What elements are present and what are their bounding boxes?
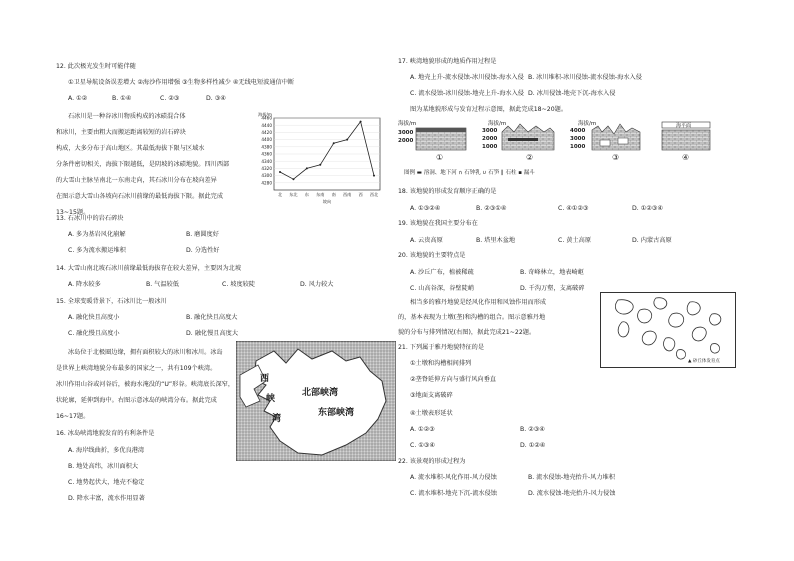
y-tick-label: 4420 (261, 130, 272, 135)
iceland-fjord-map (236, 341, 396, 461)
q14-choice-d: D. 风力较大 (300, 281, 334, 288)
panel-2-number: ② (526, 153, 534, 162)
q13-stem: 13. 石冰川中的岩石碎块 (56, 215, 124, 222)
q17-choice-d: D. 冰川侵蚀-地壳下沉-海水入侵 (528, 90, 616, 97)
x-tick-label: 东北 (289, 192, 298, 197)
q21-statement-1: ①土墩和沟槽相间排列 (410, 360, 472, 367)
data-point (333, 142, 335, 144)
north-fjord-label: 北部峡湾 (302, 388, 339, 398)
panel-2-tick: 2000 (482, 136, 498, 142)
q21-stem: 21. 下列属于雅丹地貌特征的是 (398, 344, 485, 351)
y-tick-label: 4360 (261, 151, 272, 157)
passage-karst: 图为某地貌形成与发育过程示意图，据此完成18~20题。 (410, 106, 568, 113)
panel-3 (570, 119, 640, 162)
q14-stem: 14. 大雪山南北坡石冰川前缘最低海拔存在较大差异，主要因为北坡 (56, 265, 242, 272)
passage4-line: 的，基本表现为土墩(垄)和沟槽的组合。图示意雅丹地 (398, 314, 546, 321)
panel-1-tick: 2000 (398, 138, 414, 144)
panel-3-tick: 3000 (570, 136, 586, 142)
passage1-line: 石冰川是一种谷冰川物质构成的冰碛混合体 (68, 113, 186, 120)
passage1-line: 构成，大多分布于高山地区。其最低海拔下限与区域水 (56, 145, 205, 152)
q16-choice-d: D. 降水丰富，流水作用显著 (68, 495, 145, 502)
q21-statement-2: ②垄脊延伸方向与盛行风向垂直 (410, 376, 496, 383)
q22-choice-a: A. 流水堆积-风化作用-风力侵蚀 (410, 474, 497, 481)
x-tick-label: 南 (331, 192, 336, 197)
q22-choice-b: B. 流水侵蚀-地壳抬升-风力堆积 (528, 474, 615, 481)
q15-choice-c: C. 融化慢且高度小 (68, 330, 120, 337)
altitude-line-chart (248, 110, 388, 206)
x-tick-label: 西 (358, 192, 363, 197)
q21-choice-a: A. ①②③ (410, 426, 435, 433)
passage2-line: 是世界上峡湾地貌分布最多的国家之一，共有109个峡湾。 (56, 365, 217, 372)
q21-statement-3: ③地面支离破碎 (410, 392, 453, 399)
data-point (279, 171, 281, 173)
panel-3-axis-title: 海拔/m (578, 121, 597, 127)
q15-choice-b: B. 融化快且高度大 (186, 314, 238, 321)
q16-choice-c: C. 地势起伏大，地壳不稳定 (68, 479, 145, 486)
west-fjord-label-2: 峡 (266, 394, 276, 404)
panel-3-number: ③ (612, 153, 620, 162)
q16-choice-b: B. 地处高纬，冰川面积大 (68, 463, 139, 470)
q12-choice-a: A. ①② (68, 95, 88, 102)
y-tick-label: 4400 (261, 137, 272, 143)
q16-choice-a: A. 海岸线曲折，多优良港湾 (68, 447, 145, 454)
q20-choice-c: C. 山高谷深，谷壁陡峭 (410, 285, 474, 292)
passage2-line: 状轮廓，延伸到海中。右图示意冰岛的峡湾分布。据此完成 (56, 397, 217, 404)
q18-choice-a: A. ①③②④ (410, 205, 441, 212)
panel-4-number: ④ (682, 153, 690, 162)
q14-choice-a: A. 降水较多 (68, 281, 101, 288)
panel-1-axis-title: 海拔/m (398, 121, 417, 127)
q19-choice-a: A. 云贵高原 (410, 237, 443, 244)
q16-stem: 16. 冰岛峡湾地貌发育的有利条件是 (56, 430, 155, 437)
karst-legend: 图例 ▬ 溶洞、地下河 ∩ 石钟乳 ∪ 石笋 ∥ 石柱 ▪ 漏斗 (404, 170, 535, 176)
x-tick-label: 北 (277, 192, 283, 197)
passage1-line: 13~15题。 (56, 209, 90, 216)
panel-1-tick: 3000 (398, 130, 414, 136)
panel-3-tick: 4000 (570, 128, 586, 134)
passage1-line: 分条件密切相关，海拔下限越低，是阴坡的冰碛地貌。四川西部 (56, 161, 230, 168)
q15-choice-a: A. 融化快且高度小 (68, 314, 120, 321)
q21-choice-b: B. ②③④ (520, 426, 545, 433)
data-point (360, 121, 362, 123)
y-tick-label: 4380 (261, 144, 272, 150)
q12-choice-c: C. ②③ (160, 95, 180, 102)
panel-2-tick: 1000 (482, 144, 498, 150)
y-axis-label: 海拔/m (258, 112, 272, 117)
y-tick-label: 4280 (261, 180, 272, 186)
y-tick-label: 4440 (261, 122, 272, 128)
data-point (319, 164, 321, 166)
x-axis-label: 坡向 (322, 199, 332, 204)
panel-3-tick: 1000 (570, 144, 586, 150)
passage2-line: 16~17题。 (56, 413, 90, 420)
q13-choice-b: B. 磨圆度好 (186, 231, 219, 238)
passage1-line: 和冰川，主要由粗大而搬运距离较短的岩石碎块 (56, 129, 186, 136)
west-fjord-label-1: 西 (260, 374, 270, 384)
panel-2-axis-title: 海拔/m (488, 121, 507, 127)
q13-choice-c: C. 多为流水搬运堆积 (68, 247, 126, 254)
panel-4 (662, 122, 710, 162)
passage1-line: 的大雪山主脉呈南北一东南走向，其石冰川分布在坡向差异 (56, 177, 217, 184)
x-tick-label: 西南 (342, 192, 352, 197)
q14-choice-b: B. 气温较低 (146, 281, 179, 288)
q18-choice-c: C. ④①②③ (558, 205, 589, 212)
data-point (373, 175, 375, 177)
q13-choice-a: A. 多为基岩风化崩解 (68, 231, 126, 238)
q19-stem: 19. 该地貌在我国主要分布在 (398, 220, 478, 227)
q17-stem: 17. 峡湾地貌形成的地质作用过程是 (398, 58, 497, 65)
q19-choice-c: C. 黄土高原 (558, 237, 592, 244)
q20-choice-d: D. 千沟万壑，支离破碎 (520, 285, 585, 292)
passage2-line: 冰川作用山谷或河谷后，被海水淹没的“U”形谷。峡湾底长深窄， (56, 381, 235, 388)
q19-choice-b: B. 塔里木盆地 (476, 237, 516, 244)
x-tick-label: 东 (304, 192, 309, 197)
passage4-line: 貌的分布与排列情况(右图)，据此完成21~22题。 (398, 329, 536, 336)
west-fjord-label-3: 湾 (272, 414, 282, 424)
q12-stem: 12. 此次极光发生时可能伴随 (56, 63, 136, 70)
q21-choice-c: C. ①③④ (410, 442, 435, 449)
q12-choice-b: B. ①④ (112, 95, 132, 102)
q22-choice-c: C. 流水堆积-地壳下沉-流水侵蚀 (410, 490, 497, 497)
passage4-line: 相当多的雅丹地貌是经风化作用和风蚀作用而形成 (410, 299, 547, 306)
q17-choice-b: B. 冰川堆积-冰川侵蚀-流水侵蚀-海水入侵 (528, 74, 642, 81)
sea-level-label: 海平面 (676, 123, 692, 129)
q20-stem: 20. 该地貌的主要特点是 (398, 252, 466, 259)
q13-choice-d: D. 分选性好 (186, 247, 220, 254)
q18-stem: 18. 该地貌的形成发育顺序正确的是 (398, 188, 497, 195)
q15-stem: 15. 全球变暖背景下，石冰川比一般冰川 (56, 298, 167, 305)
q12-options: ①卫星导航设备误差增大 ②海沙作用增强 ③生物多样性减少 ④无线电短波通信中断 (68, 79, 295, 86)
data-point (306, 167, 308, 169)
data-point (346, 139, 348, 141)
x-tick-label: 西北 (369, 192, 379, 197)
q17-choice-c: C. 流水侵蚀-冰川侵蚀-地壳上升-海水入侵 (410, 90, 524, 97)
yardang-distribution-map (600, 292, 736, 368)
q21-choice-d: D. ①②④ (520, 442, 546, 449)
q12-choice-d: D. ③④ (206, 95, 226, 102)
q15-choice-d: D. 融化慢且高度大 (186, 330, 239, 337)
q20-choice-a: A. 沙丘广布，植被稀疏 (410, 269, 474, 276)
y-tick-label: 4460 (261, 115, 272, 121)
karst-process-diagram (396, 118, 736, 178)
q20-choice-b: B. 奇峰林立，地表崎岖 (520, 269, 584, 276)
passage1-line: 在图示意大雪山各坡向石冰川前缘的最低海拔下限。据此完成 (56, 193, 224, 200)
q21-statement-4: ④土墩表形延状 (410, 410, 453, 417)
q22-choice-d: D. 流水侵蚀-地壳抬升-风力侵蚀 (528, 490, 616, 497)
q22-stem: 22. 该景观的形成过程为 (398, 458, 466, 465)
panel-2-tick: 3000 (482, 128, 498, 134)
panel-1-number: ① (436, 153, 444, 162)
yardang-legend: ▲ 砂丘体发育点 (688, 359, 720, 364)
y-tick-label: 4300 (261, 173, 272, 179)
q14-choice-c: C. 坡度较陡 (222, 281, 256, 288)
q19-choice-d: D. 内蒙古高原 (632, 237, 672, 244)
panel-1 (398, 119, 466, 162)
x-tick-label: 东南 (316, 192, 325, 197)
q18-choice-d: D. ①②③④ (632, 205, 663, 212)
y-tick-label: 4340 (261, 158, 272, 164)
panel-2 (482, 119, 554, 162)
data-point (292, 178, 294, 180)
q17-choice-a: A. 地壳上升-流水侵蚀-冰川侵蚀-海水入侵 (410, 74, 524, 81)
passage2-line: 冰岛位于北极圈边缘，拥有面积较大的冰川和冰川。冰岛 (68, 349, 223, 356)
east-fjord-label: 东部峡湾 (318, 408, 355, 418)
q18-choice-b: B. ②③①④ (476, 205, 507, 212)
y-tick-label: 4320 (261, 166, 272, 171)
